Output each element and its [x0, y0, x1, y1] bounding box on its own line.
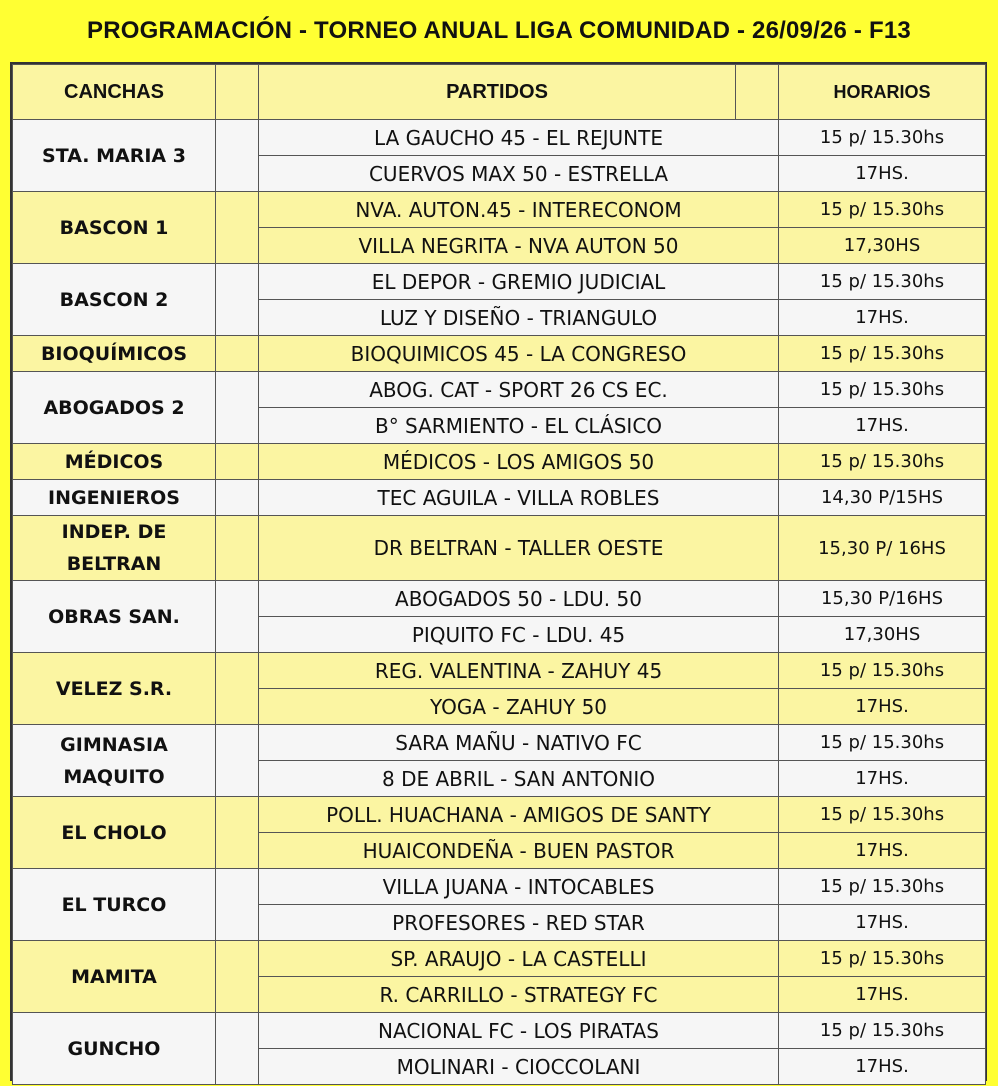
- table-row: [13, 581, 986, 617]
- partido-cell: ABOGADOS 50 - LDU. 50: [259, 581, 779, 617]
- spacer-cell: [216, 264, 259, 336]
- horario-cell: 15 p/ 15.30hs: [779, 372, 986, 408]
- cancha-cell: MÉDICOS: [13, 444, 216, 480]
- partido-cell: ABOG. CAT - SPORT 26 CS EC.: [259, 372, 779, 408]
- partido-cell: VILLA NEGRITA - NVA AUTON 50: [259, 228, 779, 264]
- partido-cell: YOGA - ZAHUY 50: [259, 689, 779, 725]
- partido-cell: BIOQUIMICOS 45 - LA CONGRESO: [259, 336, 779, 372]
- cancha-cell: MAMITA: [13, 941, 216, 1013]
- table-row: [13, 120, 986, 156]
- horario-cell: 15 p/ 15.30hs: [779, 264, 986, 300]
- spacer-cell: [216, 797, 259, 869]
- horario-cell: 17,30HS: [779, 228, 986, 264]
- table-row: [13, 941, 986, 977]
- spacer-cell: [216, 581, 259, 653]
- partido-cell: SP. ARAUJO - LA CASTELLI: [259, 941, 779, 977]
- partido-cell: MOLINARI - CIOCCOLANI: [259, 1049, 779, 1085]
- spacer-cell: [216, 941, 259, 1013]
- horario-cell: 15 p/ 15.30hs: [779, 797, 986, 833]
- cancha-cell: INGENIEROS: [13, 480, 216, 516]
- horario-cell: 15,30 P/16HS: [779, 581, 986, 617]
- horario-cell: 15 p/ 15.30hs: [779, 444, 986, 480]
- partido-cell: PIQUITO FC - LDU. 45: [259, 617, 779, 653]
- table-row: [13, 372, 986, 408]
- header-horarios: HORARIOS: [779, 65, 986, 120]
- partido-cell: HUAICONDEÑA - BUEN PASTOR: [259, 833, 779, 869]
- table-row: [13, 444, 986, 480]
- horario-cell: 17HS.: [779, 156, 986, 192]
- table-row: [13, 336, 986, 372]
- partido-cell: SARA MAÑU - NATIVO FC: [259, 725, 779, 761]
- spacer-cell: [216, 480, 259, 516]
- schedule-table: [12, 64, 986, 1085]
- spacer-cell: [216, 372, 259, 444]
- horario-cell: 15 p/ 15.30hs: [779, 869, 986, 905]
- header-spacer: [216, 65, 259, 120]
- cancha-cell: EL CHOLO: [13, 797, 216, 869]
- cancha-cell: ABOGADOS 2: [13, 372, 216, 444]
- header-canchas: CANCHAS: [13, 65, 216, 120]
- horario-cell: 15 p/ 15.30hs: [779, 192, 986, 228]
- table-row: [13, 869, 986, 905]
- cancha-cell: BASCON 2: [13, 264, 216, 336]
- horario-cell: 15 p/ 15.30hs: [779, 653, 986, 689]
- partido-cell: PROFESORES - RED STAR: [259, 905, 779, 941]
- spacer-cell: [216, 725, 259, 797]
- table-row: [13, 192, 986, 228]
- header-partidos: PARTIDOS: [259, 65, 736, 120]
- cancha-cell: BIOQUÍMICOS: [13, 336, 216, 372]
- horario-cell: 17HS.: [779, 1049, 986, 1085]
- horario-cell: 17HS.: [779, 300, 986, 336]
- table-row: [13, 516, 986, 581]
- spacer-cell: [216, 869, 259, 941]
- partido-cell: 8 DE ABRIL - SAN ANTONIO: [259, 761, 779, 797]
- header-spacer: [736, 65, 779, 120]
- spacer-cell: [216, 516, 259, 581]
- cancha-cell: BASCON 1: [13, 192, 216, 264]
- horario-cell: 17HS.: [779, 905, 986, 941]
- spacer-cell: [216, 653, 259, 725]
- cancha-cell: VELEZ S.R.: [13, 653, 216, 725]
- horario-cell: 15 p/ 15.30hs: [779, 941, 986, 977]
- partido-cell: CUERVOS MAX 50 - ESTRELLA: [259, 156, 779, 192]
- cancha-cell: EL TURCO: [13, 869, 216, 941]
- horario-cell: 15 p/ 15.30hs: [779, 725, 986, 761]
- table-row: [13, 797, 986, 833]
- horario-cell: 14,30 P/15HS: [779, 480, 986, 516]
- horario-cell: 17HS.: [779, 408, 986, 444]
- partido-cell: NVA. AUTON.45 - INTERECONOM: [259, 192, 779, 228]
- partido-cell: TEC AGUILA - VILLA ROBLES: [259, 480, 779, 516]
- spacer-cell: [216, 1013, 259, 1085]
- partido-cell: VILLA JUANA - INTOCABLES: [259, 869, 779, 905]
- partido-cell: MÉDICOS - LOS AMIGOS 50: [259, 444, 779, 480]
- spacer-cell: [216, 120, 259, 192]
- horario-cell: 17HS.: [779, 761, 986, 797]
- horario-cell: 17HS.: [779, 689, 986, 725]
- partido-cell: LA GAUCHO 45 - EL REJUNTE: [259, 120, 779, 156]
- table-row: [13, 1013, 986, 1049]
- cancha-cell: GIMNASIA MAQUITO: [13, 725, 216, 797]
- partido-cell: NACIONAL FC - LOS PIRATAS: [259, 1013, 779, 1049]
- horario-cell: 17HS.: [779, 977, 986, 1013]
- horario-cell: 17HS.: [779, 833, 986, 869]
- partido-cell: POLL. HUACHANA - AMIGOS DE SANTY: [259, 797, 779, 833]
- table-row: [13, 264, 986, 300]
- table-row: [13, 653, 986, 689]
- table-row: [13, 480, 986, 516]
- horario-cell: 15 p/ 15.30hs: [779, 336, 986, 372]
- horario-cell: 15,30 P/ 16HS: [779, 516, 986, 581]
- page-title: PROGRAMACIÓN - TORNEO ANUAL LIGA COMUNIDAD - 26/09/26 - F13: [87, 17, 911, 44]
- horario-cell: 15 p/ 15.30hs: [779, 120, 986, 156]
- spacer-cell: [216, 444, 259, 480]
- partido-cell: DR BELTRAN - TALLER OESTE: [259, 516, 779, 581]
- horario-cell: 17,30HS: [779, 617, 986, 653]
- spacer-cell: [216, 192, 259, 264]
- horario-cell: 15 p/ 15.30hs: [779, 1013, 986, 1049]
- partido-cell: EL DEPOR - GREMIO JUDICIAL: [259, 264, 779, 300]
- schedule-sheet: [10, 62, 987, 1081]
- cancha-cell: STA. MARIA 3: [13, 120, 216, 192]
- partido-cell: LUZ Y DISEÑO - TRIANGULO: [259, 300, 779, 336]
- partido-cell: R. CARRILLO - STRATEGY FC: [259, 977, 779, 1013]
- cancha-cell: GUNCHO: [13, 1013, 216, 1085]
- partido-cell: REG. VALENTINA - ZAHUY 45: [259, 653, 779, 689]
- spacer-cell: [216, 336, 259, 372]
- cancha-cell: INDEP. DE BELTRAN: [13, 516, 216, 581]
- header-row: [13, 65, 986, 120]
- cancha-cell: OBRAS SAN.: [13, 581, 216, 653]
- table-row: [13, 725, 986, 761]
- schedule-body: [13, 120, 986, 1085]
- partido-cell: B° SARMIENTO - EL CLÁSICO: [259, 408, 779, 444]
